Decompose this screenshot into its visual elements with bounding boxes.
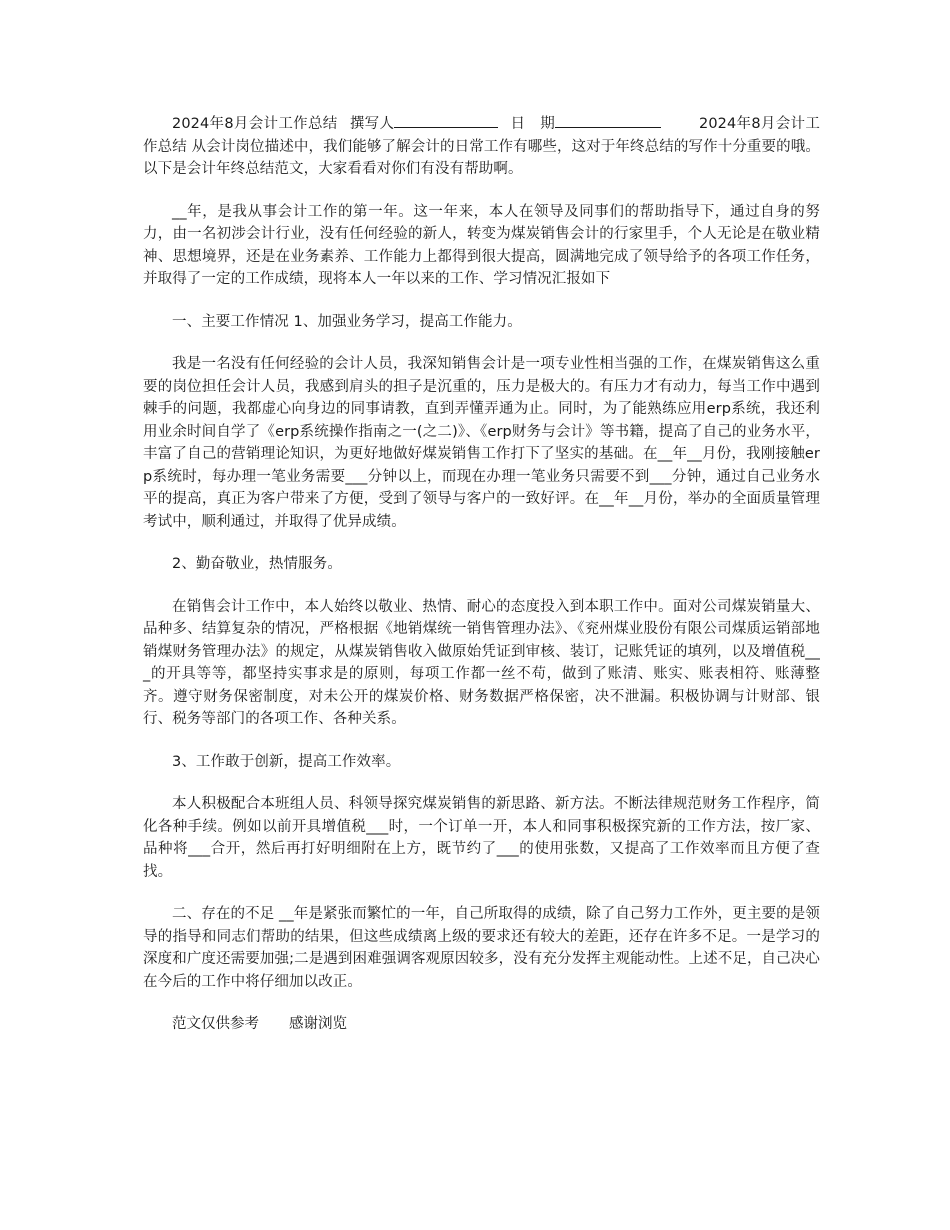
section-2-heading: 2、勤奋敬业，热情服务。 — [172, 556, 342, 572]
author-label: 撰写人 — [349, 116, 395, 132]
service-paragraph: 在销售会计工作中，本人始终以敬业、热情、耐心的态度投入到本职工作中。面对公司煤炭销量大、品种多、结算复杂的情况，严格根据《地销煤统一销售管理办法》、《兖州煤业股份有限公司煤质运销部地销煤财务管理办法》的规定，从煤炭销售收入做原始凭证到审核、装订，记账凭证的填列，以及增值税___的开具等等，都坚持实事求是的原则，每项工作都一丝不苟，做到了账清、账实、账表相符、账薄整齐。遵守财务保密制度，对未公开的煤炭价格、财务数据严格保密，决不泄漏。积极协调与计财部、银行、税务等部门的各项工作、各种关系。 — [143, 598, 820, 727]
thanks-note: 感谢浏览 — [289, 1016, 347, 1032]
section-3-heading: 3、工作敢于创新，提高工作效率。 — [172, 753, 401, 770]
title-repeat: 2024年8 — [699, 116, 761, 132]
reference-note: 范文仅供参考 — [172, 1016, 259, 1032]
innovation-paragraph: 本人积极配合本班组人员、科领导探究煤炭销售的新思路、新方法。不断法律规范财务工作程序，简化各种手续。例如以前开具增值税___时，一个订单一开，本人和同事积极探究新的工作方法，按厂家、品种将___合开，然后再打好明细附在上方，既节约了___的使用张数，又提高了工作效率而且方便了查找。 — [143, 796, 820, 880]
shortcomings-paragraph: 二、存在的不足 __年是紧张而繁忙的一年，自己所取得的成绩，除了自己努力工作外，更主要的是领导的指导和同志们帮助的结果，但这些成绩离上级的要求还有较大的差距，还存在许多不足。一是学习的深度和广度还需要加强;二是遇到困难强调客观原因较多，没有充分发挥主观能动性。上述不足，自己决心在今后的工作中将仔细加以改正。 — [143, 906, 820, 990]
date-blank — [555, 112, 661, 128]
overview-paragraph: __年，是我从事会计工作的第一年。这一年来，本人在领导及同事们的帮助指导下，通过自身的努力，由一名初涉会计行业，没有任何经验的新人，转变为煤炭销售会计的行家里手，个人无论是在敬业精神、思想境界，还是在业务素养、工作能力上都得到很大提高，圆满地完成了领导给予的各项工作任务，并取得了一定的工作成绩，现将本人一年以来的工作、学习情况汇报如下 — [143, 203, 820, 287]
section-1-heading: 一、主要工作情况 1、加强业务学习，提高工作能力。 — [172, 313, 522, 330]
study-paragraph: 我是一名没有任何经验的会计人员，我深知销售会计是一项专业性相当强的工作，在煤炭销售这么重要的岗位担任会计人员，我感到肩头的担子是沉重的，压力是极大的。有压力才有动力，每当工作中遇到棘手的问题，我都虚心向身边的同事请教，直到弄懂弄通为止。同时，为了能熟练应用erp系统，我还利用业余时间自学了《erp系统操作指南之一(之二)》、《erp财务与会计》等书籍，提高了自己的业务水平，丰富了自己的营销理论知识，为更好地做好煤炭销售工作打下了坚实的基础。在__年__月份，我刚接触erp系统时，每办理一笔业务需要___分钟以上，而现在办理一笔业务只需要不到___分钟，通过自己业务水平的提高，真正为客户带来了方便，受到了领导与客户的一致好评。在__年__月份，举办的全面质量管理考试中，顺利通过，并取得了优异成绩。 — [143, 356, 820, 530]
intro-paragraph — [143, 112, 820, 181]
document-title: 2024年8月会计工作总结 — [172, 116, 338, 132]
date-label: 日 期 — [510, 116, 556, 132]
intro-text: 月会计工作总结 从会计岗位描述中，我们能够了解会计的日常工作有哪些，这对于年终总结的写作十分重要的哦。以下是会计年终总结范文，大家看看对你们有没有帮助啊。 — [143, 116, 820, 177]
closing-line — [143, 1013, 820, 1036]
author-blank — [394, 112, 498, 128]
